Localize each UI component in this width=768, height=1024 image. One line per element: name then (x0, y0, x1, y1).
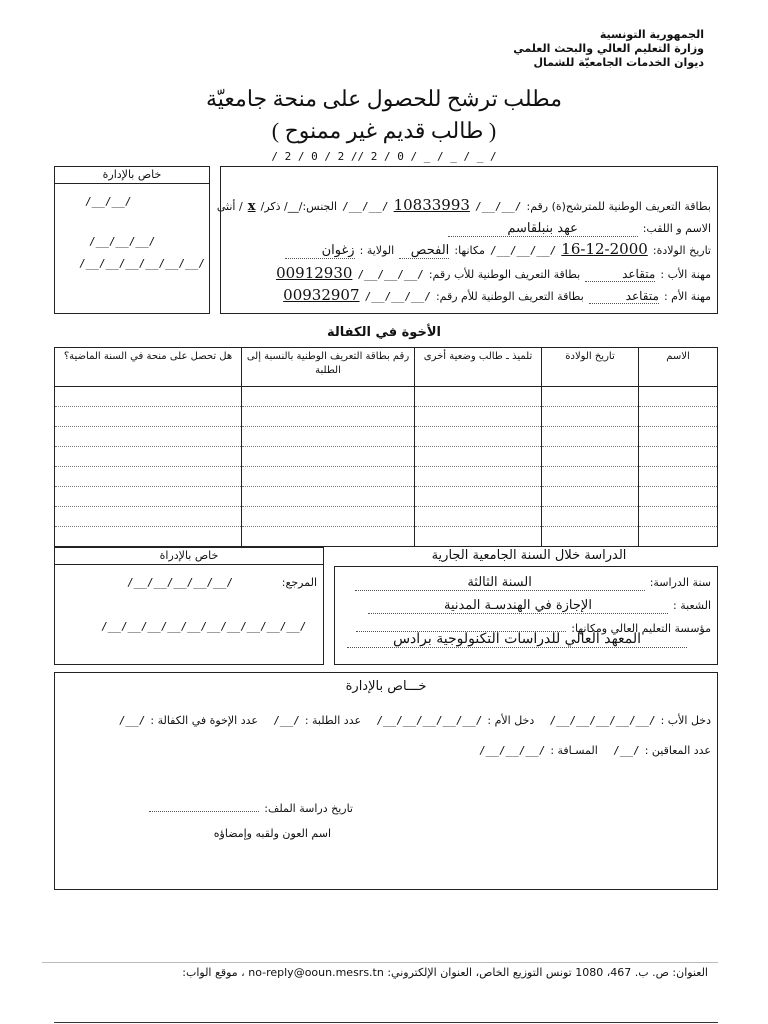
mother-id-field[interactable]: 00932907 (283, 286, 360, 304)
col-name: الاسم (639, 348, 718, 387)
admin-box-top-title: خاص بالإدارة (55, 167, 209, 184)
siblings-header-row (55, 348, 718, 387)
gender-female-label: / أنثى (216, 200, 243, 213)
candidate-id-field[interactable]: 10833993 (393, 196, 470, 214)
admin-box-top (54, 166, 210, 314)
siblings-title: الأخوة في الكفالة (327, 325, 441, 340)
table-cell[interactable] (542, 487, 639, 507)
disabled-row (479, 739, 711, 758)
institution-field[interactable]: المعهد العالي للدراسات التكنولوجية برادس (347, 631, 687, 648)
name-field[interactable]: عهد بنبلقاسم (448, 221, 638, 237)
table-cell[interactable] (639, 407, 718, 427)
branch-field[interactable]: الإجازة في الهندسـة المدنية (368, 598, 668, 614)
father-id-label: بطاقة التعريف الوطنية للأب رقم: (428, 268, 581, 281)
study-year-label: سنة الدراسة: (649, 576, 711, 589)
birth-date-label: تاريخ الولادة: (652, 244, 711, 257)
file-date-field[interactable] (149, 811, 259, 812)
table-cell[interactable] (639, 527, 718, 547)
table-row (55, 427, 718, 447)
header-line-2: وزارة التعليم العالي والبحث العلمي (513, 42, 704, 55)
mother-job-field[interactable]: متقاعد (589, 289, 659, 304)
disabled-count-label: عدد المعاقين : (644, 744, 711, 757)
candidate-id-slots-end: /__/__/ (342, 200, 389, 213)
table-cell[interactable] (242, 427, 415, 447)
father-id-field[interactable]: 00912930 (276, 264, 353, 282)
study-box (334, 566, 718, 665)
siblings-table (54, 347, 718, 547)
table-cell[interactable] (542, 387, 639, 407)
admin-slot-1[interactable]: /__/__/ (85, 195, 132, 208)
mother-row (283, 285, 711, 304)
table-cell[interactable] (415, 487, 542, 507)
col-scholarship: هل تحصل على منحة في السنة الماضية؟ (55, 348, 242, 387)
father-job-label: مهنة الأب : (660, 268, 711, 281)
table-cell[interactable] (55, 527, 242, 547)
study-year-field[interactable]: السنة الثالثة (355, 575, 645, 591)
birth-row (285, 239, 711, 259)
students-count-slots[interactable]: /__/ (273, 714, 300, 727)
table-cell[interactable] (415, 507, 542, 527)
table-cell[interactable] (55, 507, 242, 527)
date-slots: / 2 / 0 / 2 // 2 / 0 / _ / _ / _ / (271, 150, 497, 163)
state-field[interactable]: زغوان (285, 243, 355, 259)
father-income-slots[interactable]: /__/__/__/__/__/ (549, 714, 656, 727)
father-row (276, 263, 711, 282)
table-cell[interactable] (542, 527, 639, 547)
table-cell[interactable] (415, 447, 542, 467)
admin-box-mid-title: خاص بالإدراة (55, 548, 323, 565)
admin-slot-2[interactable]: /__/__/__/ (89, 235, 156, 248)
table-cell[interactable] (542, 447, 639, 467)
candidate-id-label: بطاقة التعريف الوطنية للمترشح(ة) رقم: (526, 200, 711, 213)
name-label: الاسم و اللقب: (642, 222, 711, 235)
table-cell[interactable] (242, 487, 415, 507)
footer-address: العنوان: ص. ب. 467، 1080 تونس التوزيع الخاص، العنوان الإلكتروني: no-reply@ooun.mesrs.tn ، موقع الواب: (182, 966, 708, 979)
study-title: الدراسة خلال السنة الجامعية الجارية (431, 548, 627, 563)
table-cell[interactable] (415, 467, 542, 487)
file-date-label: تاريخ دراسة الملف: (264, 802, 353, 815)
table-cell[interactable] (639, 487, 718, 507)
table-cell[interactable] (639, 387, 718, 407)
mother-income-label: دخل الأم : (487, 714, 535, 727)
reference-label: المرجع: (281, 576, 317, 589)
distance-label: المسـافة : (550, 744, 598, 757)
col-birth-date: تاريخ الولادة (542, 348, 639, 387)
table-cell[interactable] (55, 447, 242, 467)
table-cell[interactable] (415, 407, 542, 427)
admin-mid-slots[interactable]: /__/__/__/__/__/__/__/__/__/__/ (101, 620, 307, 633)
table-cell[interactable] (542, 407, 639, 427)
mother-id-slots: /__/__/__/ (364, 290, 431, 303)
ministry-header (513, 28, 704, 70)
candidate-id-slots: /__/__/ (475, 200, 522, 213)
table-cell[interactable] (55, 427, 242, 447)
father-job-field[interactable]: متقاعد (585, 267, 655, 282)
page-subtitle: ( طالب قديم غير ممنوح ) (271, 118, 497, 143)
name-row (448, 217, 711, 237)
table-cell[interactable] (242, 407, 415, 427)
reference-slots[interactable]: /__/__/__/__/__/ (127, 576, 233, 589)
header-line-1: الجمهورية التونسية (599, 28, 704, 41)
students-count-label: عدد الطلبة : (304, 714, 362, 727)
table-cell[interactable] (242, 447, 415, 467)
table-cell[interactable] (242, 387, 415, 407)
branch-row (368, 594, 711, 614)
admin-box-mid (54, 547, 324, 665)
table-cell[interactable] (639, 447, 718, 467)
admin-box-bottom-title: خـــاص بالإدارة (345, 679, 427, 694)
col-id: رقم بطاقة التعريف الوطنية بالنسبة إلى الطلبة (242, 348, 415, 387)
income-row (119, 709, 711, 728)
mother-job-label: مهنة الأم : (663, 290, 711, 303)
siblings-count-slots[interactable]: /__/ (118, 714, 146, 727)
table-cell[interactable] (542, 427, 639, 447)
table-cell[interactable] (55, 487, 242, 507)
candidate-id-row (217, 195, 711, 214)
table-row (55, 467, 718, 487)
siblings-count-label: عدد الإخوة في الكفالة : (150, 714, 258, 727)
father-id-slots: /__/__/__/ (357, 268, 424, 281)
institution-label: مؤسسة التعليم العالي ومكانها: (571, 622, 711, 635)
footer-divider (42, 962, 718, 963)
father-income-label: دخل الأب : (660, 714, 711, 727)
table-cell[interactable] (55, 467, 242, 487)
table-cell[interactable] (242, 507, 415, 527)
table-cell[interactable] (55, 407, 242, 427)
admin-box-bottom (54, 672, 718, 890)
table-cell[interactable] (242, 527, 415, 547)
study-year-row (355, 571, 711, 591)
file-date-row (149, 797, 353, 816)
candidate-info-box (216, 166, 718, 314)
table-row (55, 447, 718, 467)
mother-income-slots[interactable]: /__/__/__/__/__/ (376, 714, 483, 727)
birth-place-label: مكانها: (454, 244, 485, 257)
table-cell[interactable] (242, 467, 415, 487)
mother-id-label: بطاقة التعريف الوطنية للأم رقم: (435, 290, 584, 303)
table-cell[interactable] (639, 427, 718, 447)
birth-date-field[interactable]: 16-12-2000 (561, 240, 648, 258)
gender-label: الجنس:/__/ ذكر/ (260, 200, 338, 213)
table-cell[interactable] (639, 507, 718, 527)
disabled-count-slots[interactable]: /__/ (613, 744, 640, 757)
table-row (55, 527, 718, 547)
table-cell[interactable] (55, 387, 242, 407)
table-row (55, 407, 718, 427)
table-row (55, 487, 718, 507)
table-row (55, 507, 718, 527)
col-status: تلميذ ـ طالب وضعية أخرى (415, 348, 542, 387)
table-row (55, 387, 718, 407)
table-cell[interactable] (542, 467, 639, 487)
state-label: الولاية : (359, 244, 395, 257)
table-cell[interactable] (415, 387, 542, 407)
table-cell[interactable] (542, 507, 639, 527)
distance-slots[interactable]: /__/__/__/ (478, 744, 546, 757)
bottom-divider (54, 1022, 718, 1023)
table-cell[interactable] (415, 527, 542, 547)
birth-date-slots: /__/__/__/ (489, 244, 557, 257)
admin-slot-3[interactable]: /__/__/__/__/__/__/ (79, 257, 205, 270)
table-cell[interactable] (639, 467, 718, 487)
branch-label: الشعبة : (673, 599, 711, 612)
table-cell[interactable] (415, 427, 542, 447)
page-title: مطلب ترشح للحصول على منحة جامعيّة (205, 86, 563, 111)
birth-place-field[interactable]: الفحص (399, 243, 449, 259)
agent-signature-label: اسم العون ولقبه وإمضاؤه (213, 827, 331, 840)
gender-male-mark[interactable]: x (247, 199, 256, 214)
header-line-3: ديوان الخدمات الجامعيّة للشمال (533, 56, 704, 69)
